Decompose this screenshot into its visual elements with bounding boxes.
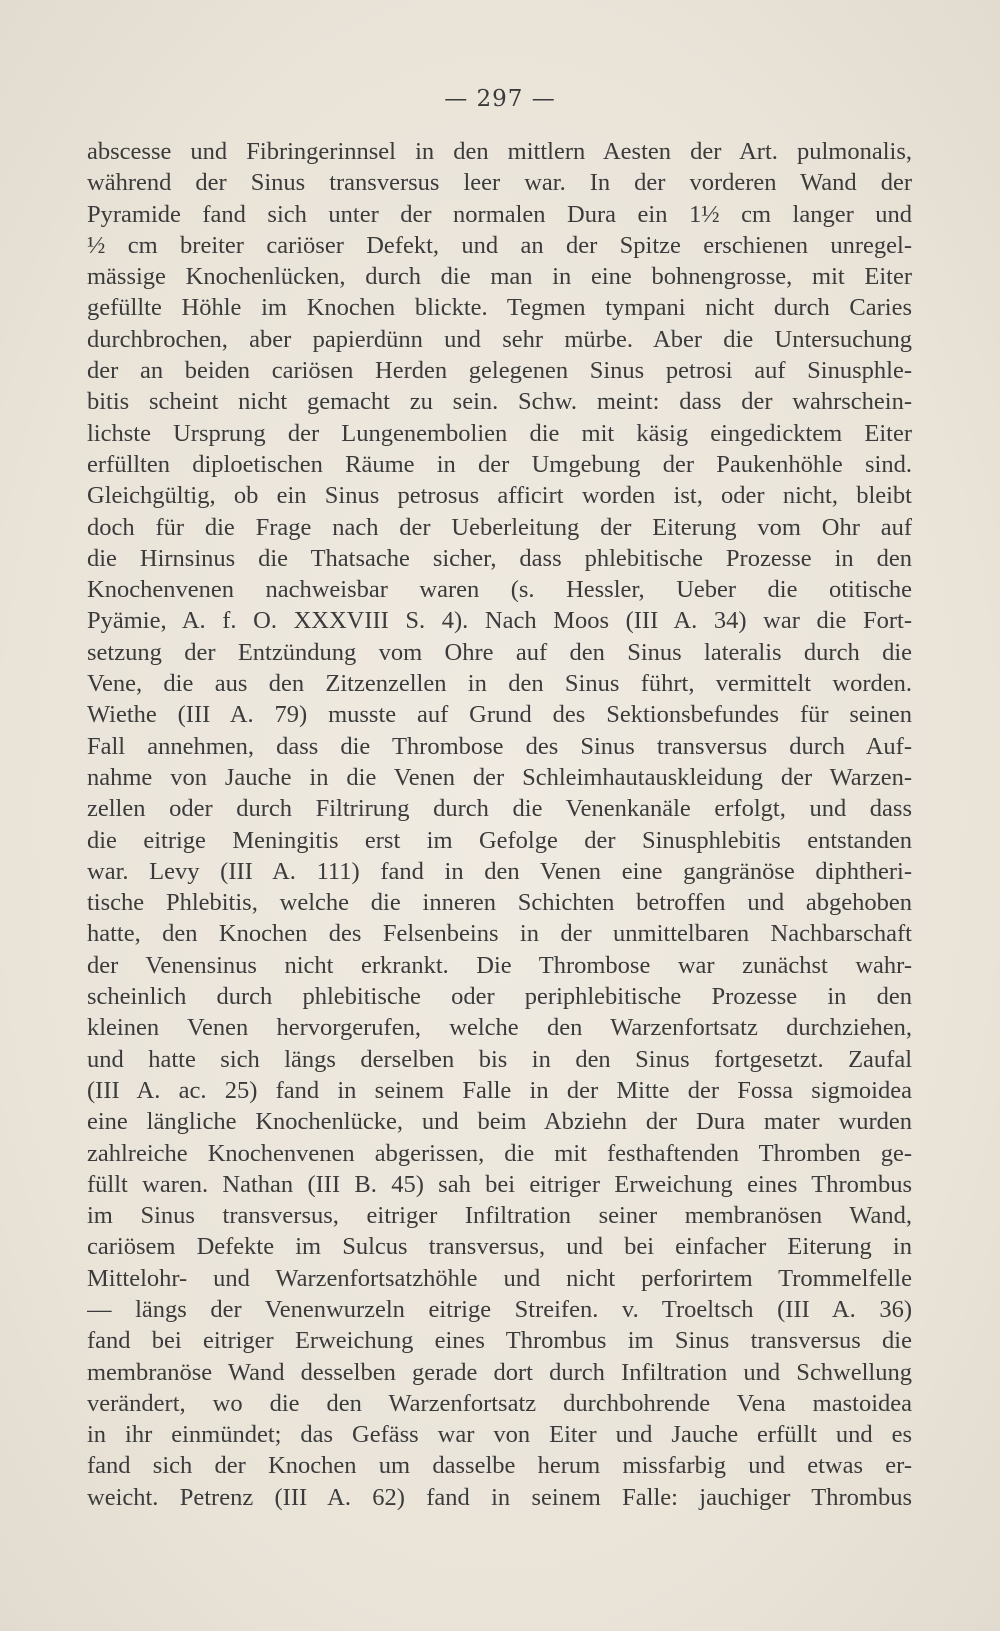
text-line: setzung der Entzündung vom Ohre auf den Sinus lateralis durch die bbox=[87, 638, 912, 666]
text-line: und hatte sich längs derselben bis in den Sinus fortgesetzt. Zaufal bbox=[87, 1045, 912, 1073]
text-line: durchbrochen, aber papierdünn und sehr mürbe. Aber die Untersuchung bbox=[87, 325, 912, 353]
body-text bbox=[87, 136, 912, 1513]
text-line: der an beiden cariösen Herden gelegenen Sinus petrosi auf Sinusphle- bbox=[87, 357, 912, 385]
text-line: erfüllten diploetischen Räume in der Umgebung der Paukenhöhle sind. bbox=[87, 450, 912, 478]
text-line: membranöse Wand desselben gerade dort durch Infiltration und Schwellung bbox=[87, 1358, 912, 1386]
text-line: der Venensinus nicht erkrankt. Die Thrombose war zunächst wahr- bbox=[87, 951, 912, 979]
text-line: zahlreiche Knochenvenen abgerissen, die mit festhaftenden Thromben ge- bbox=[87, 1139, 912, 1167]
text-line: eine längliche Knochenlücke, und beim Abziehn der Dura mater wurden bbox=[87, 1108, 912, 1136]
text-line: die Hirnsinus die Thatsache sicher, dass phlebitische Prozesse in den bbox=[87, 544, 912, 572]
text-line: gefüllte Höhle im Knochen blickte. Tegmen tympani nicht durch Caries bbox=[87, 294, 912, 322]
text-line: cariösem Defekte im Sulcus transversus, und bei einfacher Eiterung in bbox=[87, 1233, 912, 1261]
text-line: zellen oder durch Filtrirung durch die Venenkanäle erfolgt, und dass bbox=[87, 795, 912, 823]
text-line: ½ cm breiter cariöser Defekt, und an der Spitze erschienen unregel- bbox=[87, 231, 912, 259]
text-line: weicht. Petrenz (III A. 62) fand in seinem Falle: jauchiger Thrombus bbox=[87, 1483, 912, 1511]
text-line: Pyämie, A. f. O. XXXVIII S. 4). Nach Moos (III A. 34) war die Fort- bbox=[87, 607, 912, 635]
text-line: nahme von Jauche in die Venen der Schleimhautauskleidung der Warzen- bbox=[87, 763, 912, 791]
text-line: fand bei eitriger Erweichung eines Thrombus im Sinus transversus die bbox=[87, 1327, 912, 1355]
text-line: bitis scheint nicht gemacht zu sein. Schw. meint: dass der wahrschein- bbox=[87, 388, 912, 416]
text-line: (III A. ac. 25) fand in seinem Falle in der Mitte der Fossa sigmoidea bbox=[87, 1076, 912, 1104]
text-line: scheinlich durch phlebitische oder periphlebitische Prozesse in den bbox=[87, 983, 912, 1011]
text-line: hatte, den Knochen des Felsenbeins in der unmittelbaren Nachbarschaft bbox=[87, 920, 912, 948]
text-line: mässige Knochenlücken, durch die man in eine bohnengrosse, mit Eiter bbox=[87, 263, 912, 291]
text-line: während der Sinus transversus leer war. In der vorderen Wand der bbox=[87, 169, 912, 197]
text-line: tische Phlebitis, welche die inneren Schichten betroffen und abgehoben bbox=[87, 889, 912, 917]
text-line: Wiethe (III A. 79) musste auf Grund des Sektionsbefundes für seinen bbox=[87, 701, 912, 729]
text-line: — längs der Venenwurzeln eitrige Streifen. v. Troeltsch (III A. 36) bbox=[87, 1295, 912, 1323]
text-line: Fall annehmen, dass die Thrombose des Sinus transversus durch Auf- bbox=[87, 732, 912, 760]
text-line: war. Levy (III A. 111) fand in den Venen eine gangränöse diphtheri- bbox=[87, 857, 912, 885]
text-line: fand sich der Knochen um dasselbe herum missfarbig und etwas er- bbox=[87, 1452, 912, 1480]
text-line: Gleichgültig, ob ein Sinus petrosus afficirt worden ist, oder nicht, bleibt bbox=[87, 482, 912, 510]
text-line: doch für die Frage nach der Ueberleitung der Eiterung vom Ohr auf bbox=[87, 513, 912, 541]
text-line: abscesse und Fibringerinnsel in den mittlern Aesten der Art. pulmonalis, bbox=[87, 138, 912, 165]
text-line: Vene, die aus den Zitzenzellen in den Sinus führt, vermittelt worden. bbox=[87, 670, 912, 698]
text-line: kleinen Venen hervorgerufen, welche den Warzenfortsatz durchziehen, bbox=[87, 1014, 912, 1042]
page-number: — 297 — bbox=[444, 86, 556, 112]
text-line: Pyramide fand sich unter der normalen Dura ein 1½ cm langer und bbox=[87, 200, 912, 228]
text-line: füllt waren. Nathan (III B. 45) sah bei eitriger Erweichung eines Thrombus bbox=[87, 1170, 912, 1198]
text-line: Mittelohr- und Warzenfortsatzhöhle und nicht perforirtem Trommelfelle bbox=[87, 1264, 912, 1292]
text-line: Knochenvenen nachweisbar waren (s. Hessler, Ueber die otitische bbox=[87, 576, 912, 604]
text-line: verändert, wo die den Warzenfortsatz durchbohrende Vena mastoidea bbox=[87, 1389, 912, 1417]
text-line: in ihr einmündet; das Gefäss war von Eiter und Jauche erfüllt und es bbox=[87, 1421, 912, 1449]
text-line: im Sinus transversus, eitriger Infiltration seiner membranösen Wand, bbox=[87, 1202, 912, 1230]
text-line: lichste Ursprung der Lungenembolien die mit käsig eingedicktem Eiter bbox=[87, 419, 912, 447]
text-line: die eitrige Meningitis erst im Gefolge der Sinusphlebitis entstanden bbox=[87, 826, 912, 854]
